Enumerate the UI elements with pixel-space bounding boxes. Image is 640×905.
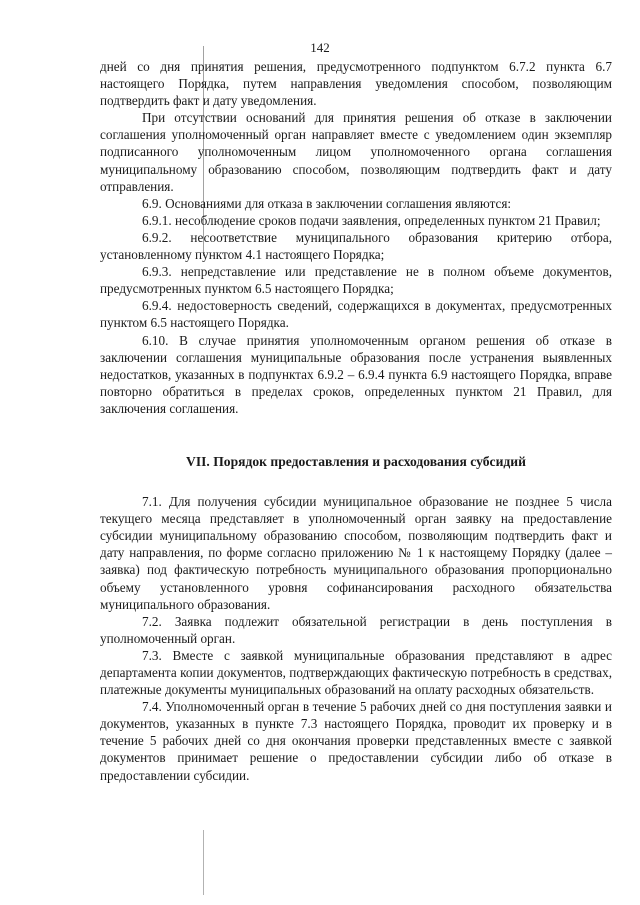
paragraph: При отсутствии оснований для принятия решения об отказе в заключении соглашения уполномоченный орган направляет вместе с уведомлением один экземпляр подписанного уполномоченным лицом уполномоченного органа соглашения муниципальному образованию способом, позволяющим подтвердить факт и дату отправления. xyxy=(100,110,612,194)
paragraph: 6.9. Основаниями для отказа в заключении соглашения являются: xyxy=(142,195,512,211)
paragraph: 7.1. Для получения субсидии муниципальное образование не позднее 5 числа текущего месяца представляет в уполномоченный орган заявку на предоставление субсидии муниципальному образованию способом, позволяющим подтвердить факт и дату направления, по форме согласно приложению № 1 к настоящему Порядку (далее – заявка) под фактическую потребность муниципального образования пропорционально объему установленного уровня софинансирования расходного обязательства муниципального образования. xyxy=(100,494,612,612)
section-heading: VII. Порядок предоставления и расходования субсидий xyxy=(186,453,526,469)
document-body xyxy=(100,58,612,784)
paragraph: 6.9.3. непредставление или представление не в полном объеме документов, предусмотренных пунктом 6.5 настоящего Порядка; xyxy=(100,264,612,297)
paragraph: 6.10. В случае принятия уполномоченным органом решения об отказе в заключении соглашения муниципальные образования после устранения выявленных недостатков, указанных в подпунктах 6.9.2 – 6.9.4 пункта 6.9 настоящего Порядка, вправе повторно обратиться в пределах сроков, определенных пунктом 21 Правил, для заключения соглашения. xyxy=(100,332,612,416)
paragraph: 6.9.2. несоответствие муниципального образования критерию отбора, установленному пунктом 4.1 настоящего Порядка; xyxy=(100,229,612,263)
paragraph: 7.4. Уполномоченный орган в течение 5 рабочих дней со дня поступления заявки и документов, указанных в пункте 7.3 настоящего Порядка, проводит их проверку и в течение 5 рабочих дней со дня окончания проверки представленных вместе с заявкой документов принимает решение о предоставлении субсидии либо об отказе в предоставлении субсидии. xyxy=(100,699,612,783)
paragraph: 6.9.1. несоблюдение сроков подачи заявления, определенных пунктом 21 Правил; xyxy=(142,212,601,228)
scan-fold-line xyxy=(203,830,204,895)
paragraph: 6.9.4. недостоверность сведений, содержащихся в документах, предусмотренных пунктом 6.5 настоящего Порядка. xyxy=(100,298,612,331)
paragraph-group-top xyxy=(100,58,612,417)
paragraph: 7.3. Вместе с заявкой муниципальные образования представляют в адрес департамента копии документов, подтверждающих фактическую потребность в средствах, платежные документы муниципальных образований на оплату расходных обязательств. xyxy=(100,647,612,698)
page-number: 142 xyxy=(310,40,330,55)
paragraph-group-bottom xyxy=(100,493,612,784)
paragraph: 7.2. Заявка подлежит обязательной регистрации в день поступления в уполномоченный орган. xyxy=(100,613,612,646)
paragraph: дней со дня принятия решения, предусмотренного подпунктом 6.7.2 пункта 6.7 настоящего Порядка, путем направления уведомления способом, позволяющим подтвердить факт и дату уведомления. xyxy=(100,59,612,109)
